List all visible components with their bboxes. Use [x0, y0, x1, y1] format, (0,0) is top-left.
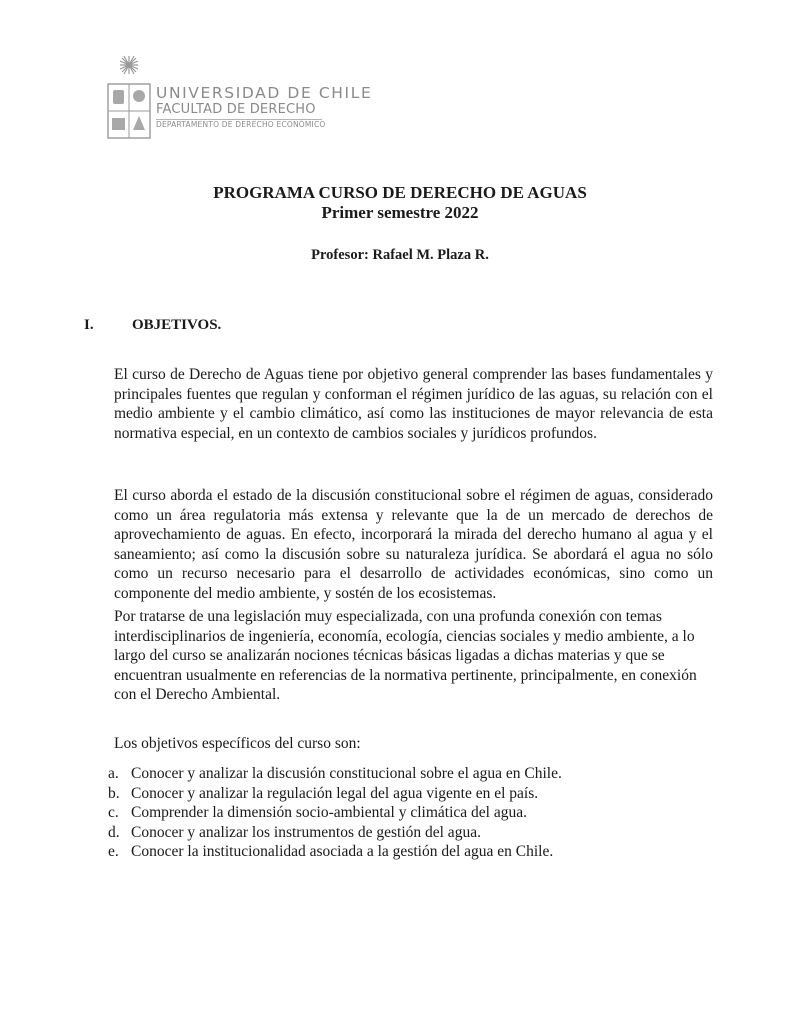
- professor-line: Profesor: Rafael M. Plaza R.: [311, 247, 489, 263]
- list-marker: d.: [108, 823, 120, 841]
- university-seal-icon: [106, 52, 152, 140]
- list-item: [108, 803, 562, 823]
- document-title: PROGRAMA CURSO DE DERECHO DE AGUAS: [213, 183, 587, 202]
- list-item-text: Comprender la dimensión socio-ambiental y climática del agua.: [131, 804, 527, 821]
- list-item-text: Conocer y analizar los instrumentos de gestión del agua.: [131, 823, 481, 841]
- section-number: I.: [84, 317, 94, 333]
- objectives-list: [108, 764, 562, 862]
- list-item-text: Conocer la institucionalidad asociada a la gestión del agua en Chile.: [131, 843, 554, 860]
- section-heading: [84, 317, 221, 334]
- list-marker: a.: [108, 765, 119, 782]
- section-title: OBJETIVOS.: [132, 317, 222, 333]
- paragraph: El curso aborda el estado de la discusión constitucional sobre el régimen de aguas, considerado como un área regulatoria más extensa y relevante que la de un mercado de derechos de aprovechamiento de aguas. En efecto, incorporará la mirada del derecho humano al agua y el saneamiento; así como la discusión sobre su naturaleza jurídica. Se abordará el agua no sólo como un recurso necesario para el desarrollo de actividades económicas, sino como un componente del medio ambiente, y sostén de los ecosistemas.: [114, 487, 713, 602]
- list-item: [108, 764, 562, 784]
- paragraph: El curso de Derecho de Aguas tiene por objetivo general comprender las bases fundamentales y principales fuentes que regulan y conforman el régimen jurídico de las aguas, su relación con el medio ambiente y el cambio climático, así como las instituciones de mayor relevancia de esta normativa especial, en un contexto de cambios sociales y jurídicos profundos.: [114, 366, 713, 442]
- list-item-text: Conocer y analizar la regulación legal del agua vigente en el país.: [131, 784, 539, 802]
- paragraph: Los objetivos específicos del curso son:: [114, 735, 361, 752]
- list-item: [108, 842, 562, 862]
- list-marker: b.: [108, 784, 120, 802]
- list-item: [108, 823, 562, 843]
- university-logo: [106, 52, 373, 142]
- list-item: [108, 784, 562, 804]
- list-marker: c.: [108, 804, 119, 821]
- faculty-name: FACULTAD DE DERECHO: [156, 102, 316, 117]
- document-subtitle: Primer semestre 2022: [321, 203, 479, 222]
- list-marker: e.: [108, 843, 119, 860]
- university-name: UNIVERSIDAD DE CHILE: [156, 84, 373, 102]
- list-item-text: Conocer y analizar la discusión constitucional sobre el agua en Chile.: [131, 765, 562, 782]
- department-name: DEPARTAMENTO DE DERECHO ECONÓMICO: [156, 120, 326, 129]
- paragraph: Por tratarse de una legislación muy especializada, con una profunda conexión con temas interdisciplinarios de ingeniería, economía, ecología, ciencias sociales y medio ambiente, a lo largo del curso se analizarán nociones técnicas básicas ligadas a dichas materias y que se encuentran usualmente en referencias de la normativa pertinente, principalmente, en conexión con el Derecho Ambiental.: [114, 608, 697, 703]
